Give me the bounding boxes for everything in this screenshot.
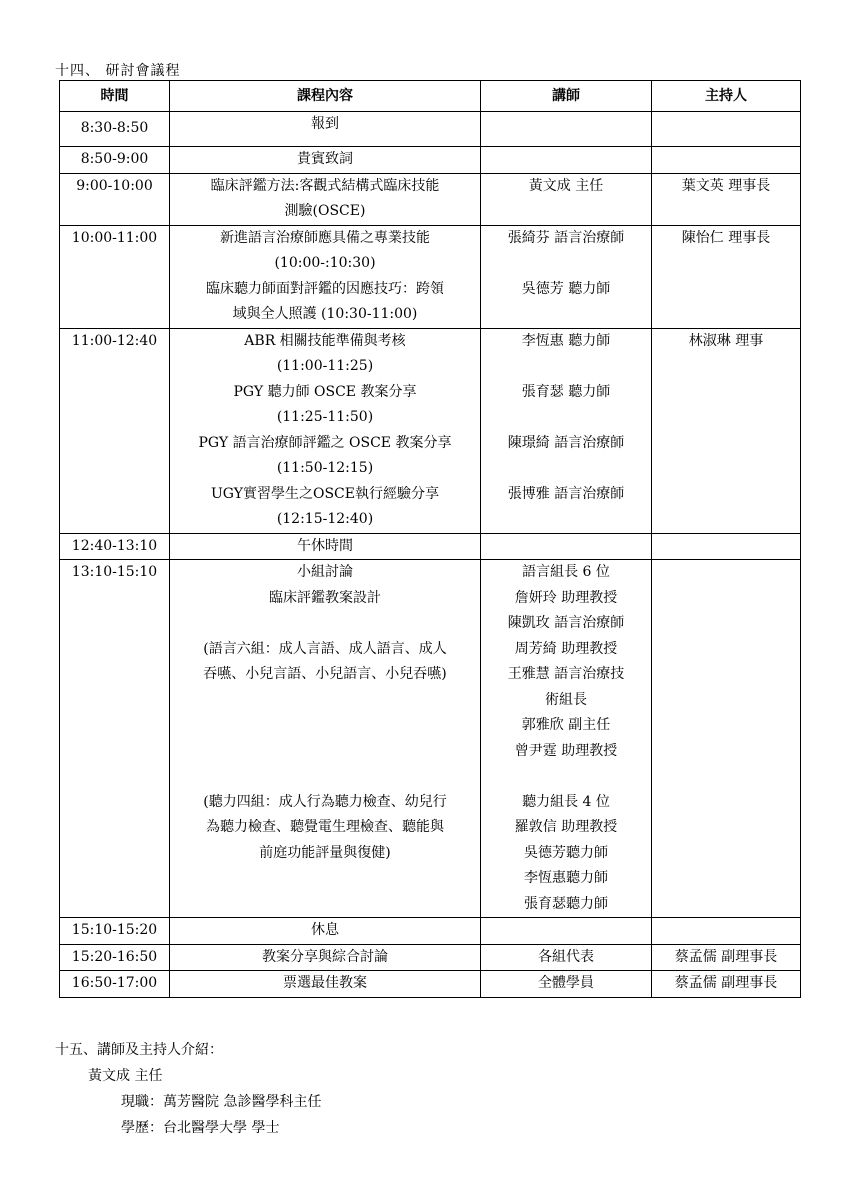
lecturer-cell <box>481 112 652 147</box>
content-line: 小組討論 <box>297 564 353 580</box>
time-text: 8:30-8:50 <box>80 120 149 137</box>
lecturer-cell <box>481 918 652 945</box>
agenda-row <box>60 147 801 174</box>
content-line: (11:50-12:15) <box>276 460 374 476</box>
host-cell <box>652 173 801 225</box>
content-line: 臨床聽力師面對評鑑的因應技巧：跨領 <box>206 280 444 297</box>
content-cell <box>170 560 481 918</box>
content-line: 教案分享與綜合討論 <box>262 948 388 965</box>
agenda-row <box>60 971 801 998</box>
agenda-row <box>60 918 801 945</box>
host-cell <box>652 112 801 147</box>
speaker-education: 學歷：台北醫學大學 學士 <box>121 1120 280 1136</box>
speaker-job: 現職：萬芳醫院 急診醫學科主任 <box>121 1094 322 1110</box>
agenda-row <box>60 944 801 971</box>
lecturer-name: 張育瑟聽力師 <box>524 895 608 912</box>
content-line: UGY實習學生之OSCE執行經驗分享 <box>211 485 439 502</box>
content-cell <box>170 944 481 971</box>
header-host: 主持人 <box>652 81 801 112</box>
content-cell <box>170 147 481 174</box>
content-line: 報到 <box>311 116 339 132</box>
content-line: 測驗(OSCE) <box>284 203 366 219</box>
content-line: ABR 相關技能準備與考核 <box>244 332 406 349</box>
header-lecturer: 講師 <box>481 81 652 112</box>
time-cell <box>60 147 170 174</box>
content-line: 吞嚥、小兒言語、小兒語言、小兒吞嚥) <box>203 666 447 682</box>
content-line: (語言六組：成人言語、成人語言、成人 <box>203 640 447 657</box>
time-cell <box>60 918 170 945</box>
lecturer-cell <box>481 533 652 560</box>
content-line: (聽力四組：成人行為聽力檢查、幼兒行 <box>203 793 447 810</box>
time-text: 8:50-9:00 <box>80 151 149 167</box>
agenda-row <box>60 328 801 533</box>
content-line: (11:25-11:50) <box>276 409 374 425</box>
content-cell <box>170 971 481 998</box>
lecturer-cell <box>481 971 652 998</box>
lecturer-name: 張博雅 語言治療師 <box>507 485 625 502</box>
time-cell <box>60 971 170 998</box>
host-cell <box>652 944 801 971</box>
section-14-title: 十四、 研討會議程 <box>55 63 181 79</box>
host-cell <box>652 328 801 533</box>
content-line: 臨床評鑑方法:客觀式結構式臨床技能 <box>210 177 440 194</box>
content-line: 域與全人照護 (10:30-11:00) <box>232 306 418 322</box>
content-line: 票選最佳教案 <box>283 975 367 991</box>
lecturer-cell <box>481 328 652 533</box>
agenda-row <box>60 560 801 918</box>
host-name: 陳怡仁 理事長 <box>681 229 771 246</box>
time-text: 9:00-10:00 <box>76 177 153 194</box>
content-cell <box>170 328 481 533</box>
time-text: 15:10-15:20 <box>71 922 158 938</box>
content-line: PGY 語言治療師評鑑之 OSCE 教案分享 <box>198 434 452 451</box>
lecturer-name: 周芳綺 助理教授 <box>514 640 618 657</box>
content-line: PGY 聽力師 OSCE 教案分享 <box>233 383 417 400</box>
lecturer-name: 吳德芳聽力師 <box>524 844 608 861</box>
lecturer-name: 吳德芳 聽力師 <box>521 280 611 297</box>
time-text: 10:00-11:00 <box>71 229 158 246</box>
section-15-title: 十五、講師及主持人介紹： <box>55 1042 223 1058</box>
header-row <box>60 81 801 112</box>
time-cell <box>60 328 170 533</box>
host-cell <box>652 971 801 998</box>
content-line: 新進語言治療師應具備之專業技能 <box>220 229 430 246</box>
time-text: 11:00-12:40 <box>71 332 158 349</box>
lecturer-name: 張育瑟 聽力師 <box>521 383 611 400</box>
time-cell <box>60 112 170 147</box>
host-cell <box>652 533 801 560</box>
time-cell <box>60 533 170 560</box>
lecturer-name: 術組長 <box>545 691 587 708</box>
lecturer-name: 陳璟綺 語言治療師 <box>507 434 625 451</box>
content-line: (10:00-:10:30) <box>274 255 376 271</box>
content-line: 休息 <box>311 922 339 938</box>
header-time: 時間 <box>60 81 170 112</box>
section-15 <box>55 1037 321 1141</box>
host-cell <box>652 225 801 328</box>
content-line: 臨床評鑑教案設計 <box>269 589 381 606</box>
time-cell <box>60 173 170 225</box>
speaker-name: 黃文成 主任 <box>88 1068 163 1084</box>
content-cell <box>170 225 481 328</box>
content-cell <box>170 173 481 225</box>
content-line: (11:00-11:25) <box>276 358 374 374</box>
header-content: 課程內容 <box>170 81 481 112</box>
lecturer-name: 李恆惠聽力師 <box>524 870 608 886</box>
lecturer-name: 聽力組長 4 位 <box>522 793 610 810</box>
lecturer-name: 黃文成 主任 <box>528 177 604 194</box>
lecturer-cell <box>481 944 652 971</box>
lecturer-name: 陳凱玫 語言治療師 <box>507 615 625 631</box>
lecturer-name: 郭雅欣 副主任 <box>521 717 611 733</box>
lecturer-name: 張綺芬 語言治療師 <box>507 229 625 246</box>
content-cell <box>170 112 481 147</box>
content-line: 前庭功能評量與復健) <box>259 844 391 861</box>
time-text: 15:20-16:50 <box>71 948 158 965</box>
content-line: (12:15-12:40) <box>276 511 374 527</box>
host-cell <box>652 560 801 918</box>
content-line: 貴賓致詞 <box>297 151 353 167</box>
content-cell <box>170 918 481 945</box>
content-line: 為聽力檢查、聽覺電生理檢查、聽能與 <box>206 819 444 835</box>
lecturer-name: 全體學員 <box>538 975 594 991</box>
time-text: 13:10-15:10 <box>71 564 158 580</box>
agenda-row <box>60 173 801 225</box>
lecturer-name: 曾尹霆 助理教授 <box>514 742 618 759</box>
lecturer-name: 詹妍玲 助理教授 <box>514 589 618 606</box>
lecturer-cell <box>481 173 652 225</box>
time-cell <box>60 560 170 918</box>
content-cell <box>170 533 481 560</box>
lecturer-name: 李恆惠 聽力師 <box>521 332 611 349</box>
lecturer-cell <box>481 147 652 174</box>
time-text: 16:50-17:00 <box>71 975 158 991</box>
agenda-row <box>60 225 801 328</box>
host-cell <box>652 918 801 945</box>
lecturer-name: 羅敦信 助理教授 <box>514 819 618 835</box>
lecturer-cell <box>481 225 652 328</box>
agenda-row <box>60 112 801 147</box>
agenda-table <box>59 80 801 998</box>
agenda-row <box>60 533 801 560</box>
time-cell <box>60 944 170 971</box>
time-cell <box>60 225 170 328</box>
time-text: 12:40-13:10 <box>71 537 158 554</box>
host-name: 蔡孟儒 副理事長 <box>674 975 778 991</box>
lecturer-cell <box>481 560 652 918</box>
lecturer-name: 王雅慧 語言治療技 <box>507 666 625 682</box>
host-name: 蔡孟儒 副理事長 <box>674 948 778 965</box>
host-name: 葉文英 理事長 <box>681 177 771 194</box>
host-cell <box>652 147 801 174</box>
host-name: 林淑琳 理事 <box>688 332 764 349</box>
content-line: 午休時間 <box>297 537 353 554</box>
lecturer-name: 語言組長 6 位 <box>522 564 610 580</box>
lecturer-name: 各組代表 <box>538 948 594 965</box>
